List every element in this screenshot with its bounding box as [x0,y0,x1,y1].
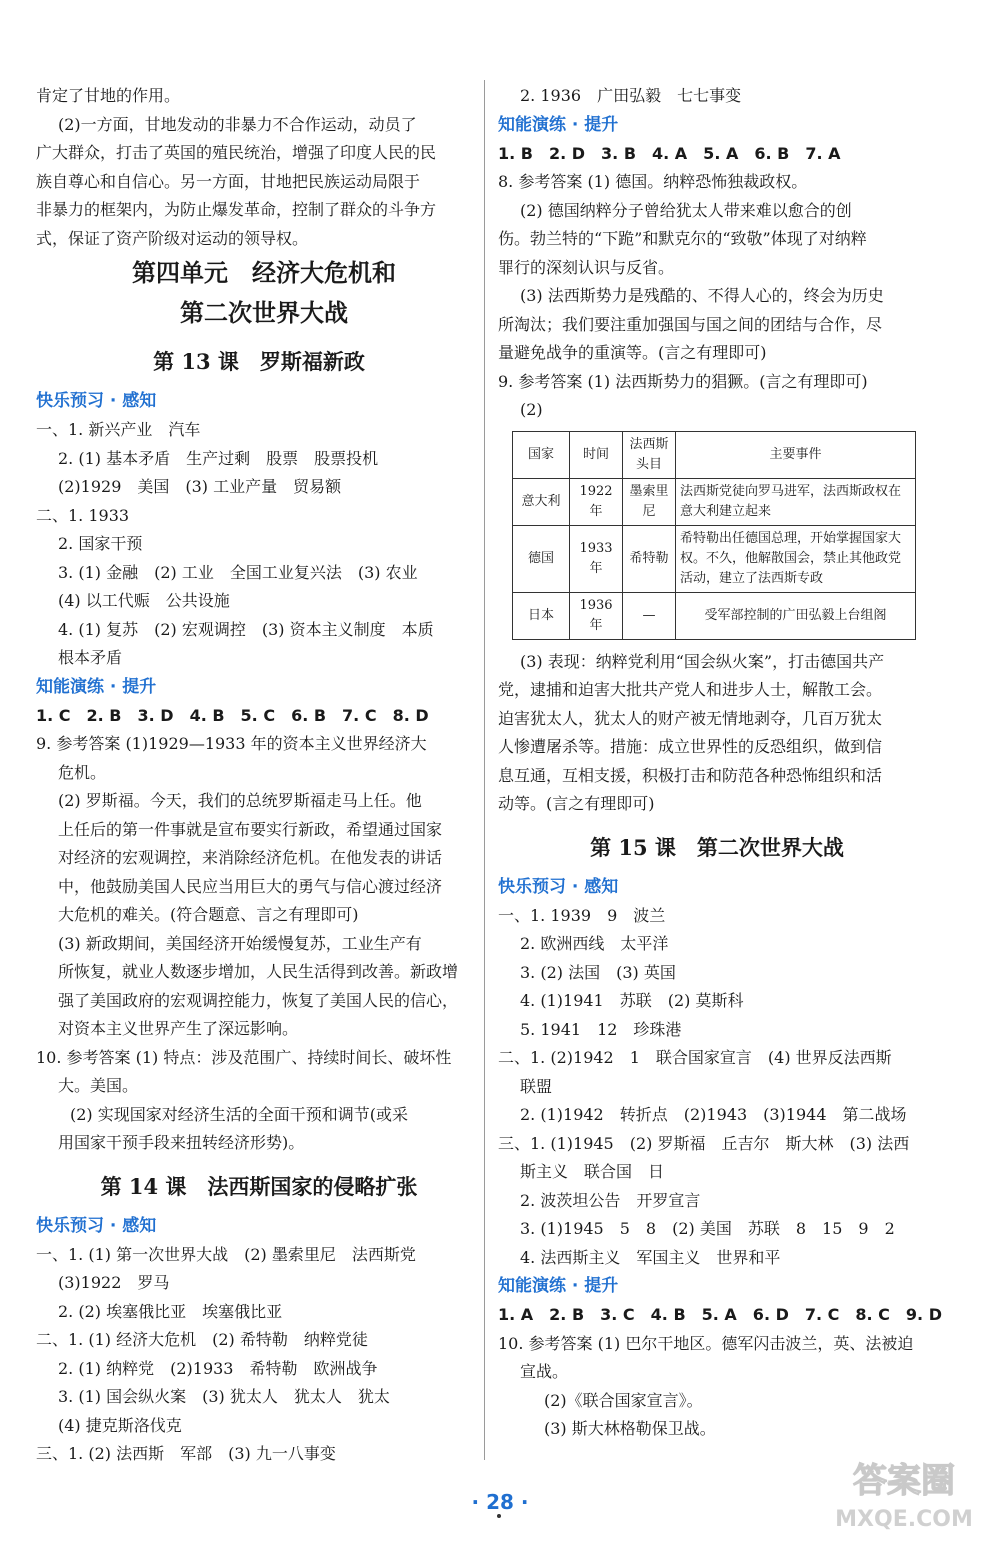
text-line: 三、1. (1)1945 (2) 罗斯福 丘吉尔 斯大林 (3) 法西 [498,1133,910,1153]
lesson-title: 第 15 课 第二次世界大战 [590,834,844,860]
right-top-block [498,82,926,425]
text-line: 党，逮捕和迫害大批共产党人和进步人士，解散工会。 [498,680,883,699]
text-line: 4. (1)1941 苏联 (2) 莫斯科 [520,991,744,1010]
text-line: (3) 表现：纳粹党利用“国会纵火案”，打击德国共产 [520,651,885,671]
section-heading: 知能演练 · 提升 [498,1276,619,1296]
text-line: 1. C 2. B 3. D 4. B 5. C 6. B 7. C 8. D [36,705,429,725]
text-line: (2)《联合国家宣言》。 [544,1390,703,1410]
text-line: (2)1929 美国 (3) 工业产量 贸易额 [58,477,342,496]
lesson-title: 第 13 课 罗斯福新政 [153,349,365,374]
table-header-row [513,431,916,478]
right-column [498,82,942,1444]
text-line: 一、1. (1) 第一次世界大战 (2) 墨索里尼 法西斯党 [36,1244,416,1264]
column-divider [484,80,485,1460]
table-cell: 墨索里尼 [623,478,676,525]
text-line: 三、1. (2) 法西斯 军部 (3) 九一八事变 [36,1444,336,1463]
text-line: 10. 参考答案 (1) 特点：涉及范围广、持续时间长、破坏性 [36,1047,452,1067]
unit-title: 第四单元 经济大危机和 [132,258,396,287]
text-line: 斯主义 联合国 日 [520,1162,665,1181]
text-line: 大危机的难关。(符合题意、言之有理即可) [58,905,359,924]
text-line: (3) 法西斯势力是残酷的、不得人心的，终会为历史 [520,286,884,305]
table-row [513,478,916,525]
text-line: 动等。(言之有理即可) [498,794,655,813]
text-line: 伤。勃兰特的“下跪”和默克尔的“致敬”体现了对纳粹 [498,229,867,248]
text-line: 1. A 2. B 3. C 4. B 5. A 6. D 7. C 8. C 9. D [498,1305,942,1324]
text-line: 2. 1936 广田弘毅 七七事变 [520,86,742,105]
table-cell: 希特勒出任德国总理，开始掌握国家大权。不久，他解散国会，禁止其他政党活动，建立了法西斯专政 [676,525,916,592]
text-line: 一、1. 1939 9 波兰 [498,905,666,925]
text-line: 2. (1) 纳粹党 (2)1933 希特勒 欧洲战争 [58,1358,378,1378]
text-line: (2) 德国纳粹分子曾给犹太人带来难以愈合的创 [520,200,852,220]
table-cell: 1922 年 [570,478,623,525]
table-cell: 1933 年 [570,525,623,592]
text-line: 大。美国。 [58,1076,139,1095]
table-row [513,525,916,592]
text-line: 所淘汰；我们要注重加强国与国之间的团结与合作，尽 [498,314,883,334]
text-line: (3) 斯大林格勒保卫战。 [544,1419,716,1438]
unit-title: 第二次世界大战 [180,298,348,327]
text-line: 人惨遭屠杀等。措施：成立世界性的反恐组织，做到信 [498,737,883,756]
text-line: (2)一方面，甘地发动的非暴力不合作运动，动员了 [58,114,417,134]
table-header: 法西斯头目 [623,431,676,478]
text-line: 对经济的宏观调控，来消除经济危机。在他发表的讲话 [58,848,443,867]
text-line: 3. (1) 国会纵火案 (3) 犹太人 犹太人 犹太 [58,1387,390,1406]
text-line: 式，保证了资产阶级对运动的领导权。 [36,228,309,248]
footer-dot [497,1514,501,1518]
watermark-logo [820,1452,988,1534]
text-line: 量避免战争的重演等。(言之有理即可) [498,343,767,362]
watermark-text: 答案圈 [853,1461,955,1501]
section-heading: 知能演练 · 提升 [498,114,619,135]
table-header: 国家 [513,431,570,478]
text-line: 二、1. (2)1942 1 联合国家宣言 (4) 世界反法西斯 [498,1048,892,1067]
text-line: 2. (1)1942 转折点 (2)1943 (3)1944 第二战场 [520,1105,907,1124]
table-cell: 德国 [513,525,570,592]
text-line: 10. 参考答案 (1) 巴尔干地区。德军闪击波兰，英、法被迫 [498,1333,914,1353]
text-line: 一、1. 新兴产业 汽车 [36,420,201,439]
table-cell: 受军部控制的广田弘毅上台组阁 [676,592,916,639]
text-line: 息互通，互相支援，积极打击和防范各种恐怖组织和活 [498,765,883,785]
table-header: 主要事件 [676,431,916,478]
right-bottom-block [498,648,942,1444]
text-line: (3) 新政期间，美国经济开始缓慢复苏，工业生产有 [58,933,422,953]
text-line: (2) [520,400,543,419]
text-line: 广大群众，打击了英国的殖民统治，增强了印度人民的民 [36,143,437,162]
fascist-table [512,431,916,640]
table-row [513,592,916,639]
text-line: (2) 罗斯福。今天，我们的总统罗斯福走马上任。他 [58,791,422,810]
section-heading: 快乐预习 · 感知 [36,391,157,411]
table-cell: 日本 [513,592,570,639]
text-line: (4) 捷克斯洛伐克 [58,1415,182,1435]
text-line: 3. (2) 法国 (3) 英国 [520,962,676,982]
text-line: (4) 以工代赈 公共设施 [58,591,230,610]
table-cell: 意大利 [513,478,570,525]
text-line: 对资本主义世界产生了深远影响。 [58,1019,299,1038]
section-heading: 快乐预习 · 感知 [498,876,619,897]
text-line: (3)1922 罗马 [58,1273,170,1292]
text-line: 肯定了甘地的作用。 [36,86,181,105]
text-line: 2. (1) 基本矛盾 生产过剩 股票 股票投机 [58,448,379,468]
left-column [36,82,472,1469]
text-line: 二、1. 1933 [36,505,130,525]
text-line: 中，他鼓励美国人民应当用巨大的勇气与信心渡过经济 [58,876,443,896]
text-line: 4. 法西斯主义 军国主义 世界和平 [520,1247,781,1267]
text-line: 所恢复，就业人数逐步增加，人民生活得到改善。新政增 [58,962,459,981]
text-line: 4. (1) 复苏 (2) 宏观调控 (3) 资本主义制度 本质 [58,619,434,639]
text-line: 9. 参考答案 (1) 法西斯势力的猖獗。(言之有理即可) [498,371,868,391]
text-line: 3. (1) 金融 (2) 工业 全国工业复兴法 (3) 农业 [58,562,418,582]
text-line: 根本矛盾 [58,648,123,667]
text-line: 宣战。 [520,1362,569,1381]
table-cell: 希特勒 [623,525,676,592]
text-line: 2. (2) 埃塞俄比亚 埃塞俄比亚 [58,1301,283,1321]
text-line: 2. 波茨坦公告 开罗宣言 [520,1190,701,1210]
text-line: 2. 国家干预 [58,534,143,553]
text-line: (2) 实现国家对经济生活的全面干预和调节(或采 [70,1104,408,1124]
text-line: 联盟 [520,1076,553,1096]
text-line: 罪行的深刻认识与反省。 [498,257,675,277]
text-line: 8. 参考答案 (1) 德国。纳粹恐怖独裁政权。 [498,172,808,191]
section-heading: 知能演练 · 提升 [36,676,157,697]
page-number: · 28 · [471,1490,529,1514]
text-line: 强了美国政府的宏观调控能力，恢复了美国人民的信心， [58,990,459,1010]
text-line: 上任后的第一件事就是宣布要实行新政，希望通过国家 [58,819,443,839]
lesson-title: 第 14 课 法西斯国家的侵略扩张 [100,1173,418,1199]
text-line: 5. 1941 12 珍珠港 [520,1019,682,1039]
text-line: 危机。 [58,762,107,782]
text-line: 迫害犹太人，犹太人的财产被无情地剥夺，几百万犹太 [498,708,883,728]
text-line: 2. 欧洲西线 太平洋 [520,934,669,953]
table-header: 时间 [570,431,623,478]
text-line: 非暴力的框架内，为防止爆发革命，控制了群众的斗争方 [36,200,437,219]
table-cell: 法西斯党徒向罗马进军，法西斯政权在意大利建立起来 [676,478,916,525]
text-line: 用国家干预手段来扭转经济形势)。 [58,1133,305,1152]
text-line: 二、1. (1) 经济大危机 (2) 希特勒 纳粹党徒 [36,1330,368,1349]
section-heading: 快乐预习 · 感知 [36,1215,157,1236]
watermark-url: MXQE.COM [835,1507,973,1532]
text-line: 3. (1)1945 5 8 (2) 美国 苏联 8 15 9 2 [520,1219,895,1238]
text-line: 9. 参考答案 (1)1929—1933 年的资本主义世界经济大 [36,734,427,753]
table-cell: 1936 年 [570,592,623,639]
table-cell: — [623,592,676,639]
text-line: 族自尊心和自信心。另一方面，甘地把民族运动局限于 [36,171,421,191]
text-line: 1. B 2. D 3. B 4. A 5. A 6. B 7. A [498,143,841,163]
